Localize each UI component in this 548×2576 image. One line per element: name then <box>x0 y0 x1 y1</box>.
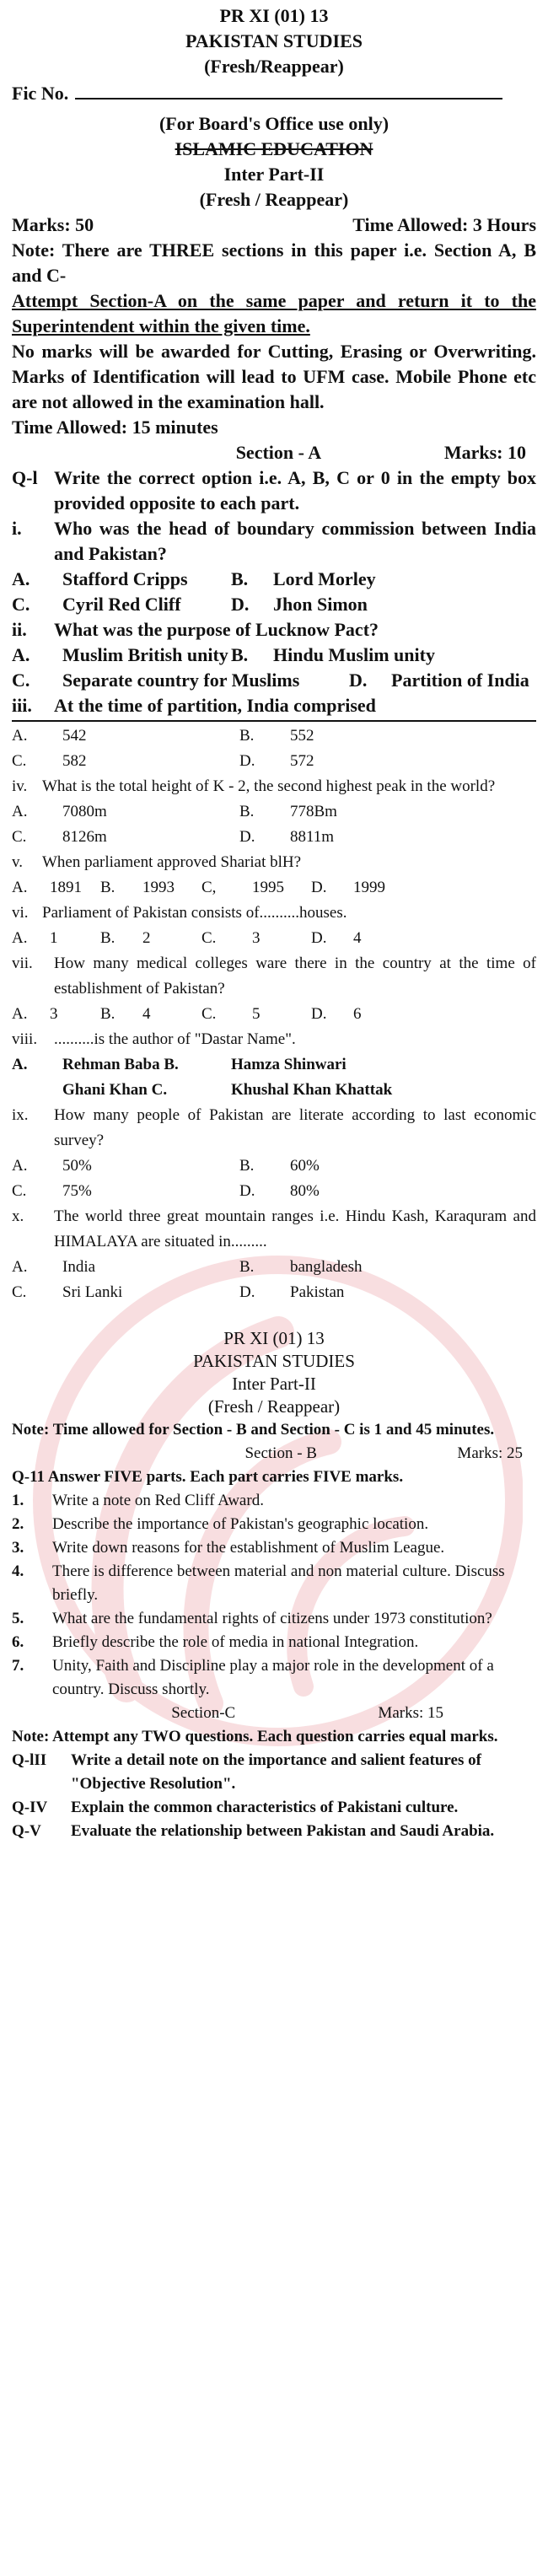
paper-type-3: (Fresh / Reappear) <box>207 1396 341 1417</box>
option-letter: D. <box>239 1182 255 1200</box>
option-text: Khushal Khan Khattak <box>231 1081 393 1099</box>
long-question <box>12 1749 536 1796</box>
mcq-options <box>12 643 536 668</box>
option-text: 1993 <box>142 879 175 896</box>
option-text: 572 <box>290 752 314 770</box>
question-text: Write down reasons for the establishment of Muslim League. <box>52 1539 445 1557</box>
question-number: Q-IV <box>12 1799 48 1816</box>
question-text: Describe the importance of Pakistan's geographic location. <box>52 1515 429 1533</box>
option-text: Pakistan <box>290 1283 345 1301</box>
short-question <box>12 1654 536 1702</box>
option-letter: C. <box>12 594 30 615</box>
long-question <box>12 1796 536 1820</box>
section-c-note: Note: Attempt any TWO questions. Each question carries equal marks. <box>12 1728 498 1745</box>
subject-title: PAKISTAN STUDIES <box>185 30 363 51</box>
option-text: 4 <box>353 929 362 947</box>
mcq-options <box>12 926 536 951</box>
mcq-options <box>12 567 536 617</box>
option-letter: A. <box>12 803 28 820</box>
mcq-options <box>12 723 536 774</box>
mcq-text: What was the purpose of Lucknow Pact? <box>54 619 379 640</box>
section-c-header <box>12 1702 536 1725</box>
q1-text: Write the correct option i.e. A, B, C or 0 in the empty box provided opposite to each part. <box>54 467 536 514</box>
question-number: Q-lII <box>12 1751 47 1769</box>
option-text: Stafford Cripps <box>62 568 188 589</box>
option-text: India <box>62 1258 96 1276</box>
level-label: Inter Part-II <box>223 164 325 185</box>
section-b-header <box>12 1442 536 1465</box>
time-15-minutes: Time Allowed: 15 minutes <box>12 417 218 438</box>
mcq-options <box>12 668 536 693</box>
option-text: 6 <box>353 1005 362 1023</box>
section-c-marks: Marks: 15 <box>378 1704 443 1722</box>
option-letter: A. <box>12 1157 28 1175</box>
mcq-text: How many people of Pakistan are literate according to last economic survey? <box>54 1106 536 1149</box>
short-question <box>12 1489 536 1513</box>
short-question <box>12 1536 536 1560</box>
board-use-note: (For Board's Office use only) <box>158 113 390 134</box>
mcq-options <box>12 1255 536 1305</box>
option-text: Rehman Baba B. <box>62 1056 179 1073</box>
option-letter: C. <box>12 752 27 770</box>
mcq-question <box>12 951 536 1002</box>
option-text: 8811m <box>290 828 335 846</box>
fic-number-field[interactable] <box>75 81 502 99</box>
option-text: 3 <box>252 929 261 947</box>
option-letter: C. <box>12 1283 27 1301</box>
mcq-question <box>12 1103 536 1154</box>
long-question <box>12 1820 536 1843</box>
option-letter: A. <box>12 1258 28 1276</box>
option-text: Partition of India <box>391 670 529 691</box>
option-letter: A. <box>12 568 30 589</box>
option-text: 582 <box>62 752 87 770</box>
mcq-text: ..........is the author of "Dastar Name". <box>54 1030 296 1048</box>
mcq-question <box>12 516 536 567</box>
mcq-question <box>12 693 536 718</box>
section-c-title: Section-C <box>171 1704 236 1722</box>
option-letter: B. <box>239 803 255 820</box>
option-letter: D. <box>239 752 255 770</box>
option-letter: C, <box>201 879 217 896</box>
total-marks: Marks: 50 <box>12 214 94 235</box>
question-text: There is difference between material and non material culture. Discuss briefly. <box>52 1562 505 1604</box>
option-letter: B. <box>239 727 255 745</box>
option-text: Cyril Red Cliff <box>62 594 181 615</box>
section-b-title: Section - B <box>244 1444 317 1462</box>
sections-note: Note: There are THREE sections in this paper i.e. Section A, B and C- <box>12 239 536 286</box>
option-text: Lord Morley <box>273 568 376 589</box>
option-letter: C. <box>12 670 30 691</box>
option-letter: A. <box>12 1005 28 1023</box>
mcq-question <box>12 850 536 875</box>
option-letter: D. <box>349 670 368 691</box>
section-b-marks: Marks: 25 <box>457 1444 523 1462</box>
mcq-text: What is the total height of K - 2, the second highest peak in the world? <box>42 777 496 795</box>
short-question <box>12 1513 536 1536</box>
option-letter: C. <box>12 828 27 846</box>
option-text: 2 <box>142 929 151 947</box>
q1-instruction <box>12 465 536 516</box>
option-letter: D. <box>311 879 327 896</box>
option-letter: A. <box>12 644 30 665</box>
mcq-lower-block <box>12 723 536 1305</box>
option-text: 542 <box>62 727 87 745</box>
struck-subject: ISLAMIC EDUCATION <box>175 138 373 159</box>
option-text: 7080m <box>62 803 107 820</box>
divider <box>12 720 536 722</box>
paper-code: PR XI (01) 13 <box>219 5 329 26</box>
subject-title-2: PAKISTAN STUDIES <box>193 1351 355 1371</box>
no-marks-warning: No marks will be awarded for Cutting, Erasing or Overwriting. Marks of Identification will lead to UFM case. Mobile Phone etc are not allowed in the examination hall. <box>12 341 536 412</box>
question-number: 4. <box>12 1562 24 1580</box>
question-number: Q-V <box>12 1822 41 1840</box>
section-a-marks: Marks: 10 <box>443 442 526 463</box>
option-letter: A. <box>12 1056 28 1073</box>
mcq-text: Who was the head of boundary commission between India and Pakistan? <box>54 518 536 564</box>
option-text: 50% <box>62 1157 92 1175</box>
option-text: 3 <box>50 1005 58 1023</box>
question-number: 1. <box>12 1492 24 1509</box>
option-letter: D. <box>239 828 255 846</box>
short-question <box>12 1560 536 1607</box>
mcq-number: v. <box>12 853 24 871</box>
option-letter: C. <box>12 1182 27 1200</box>
mcq-question <box>12 1204 536 1255</box>
mcq-question <box>12 1027 536 1052</box>
option-letter: C. <box>201 929 217 947</box>
question-text: Unity, Faith and Discipline play a major role in the development of a country. Discuss shortly. <box>52 1657 494 1698</box>
question-text: What are the fundamental rights of citizens under 1973 constitution? <box>52 1610 492 1627</box>
option-text: Hindu Muslim unity <box>273 644 435 665</box>
option-text: 1891 <box>50 879 82 896</box>
mcq-number: vii. <box>12 955 33 972</box>
option-letter: B. <box>239 1157 255 1175</box>
mcq-text: Parliament of Pakistan consists of..........houses. <box>42 904 347 922</box>
option-letter: B. <box>231 644 249 665</box>
option-letter: D. <box>239 1283 255 1301</box>
option-letter: D. <box>231 594 250 615</box>
mcq-number: ix. <box>12 1106 29 1124</box>
question-text: Write a detail note on the importance and salient features of "Objective Resolution". <box>71 1751 481 1793</box>
mcq-text: The world three great mountain ranges i.e. Hindu Kash, Karaquram and HIMALAYA are situated in......... <box>54 1207 536 1250</box>
question-number: 5. <box>12 1610 24 1627</box>
question-text: Explain the common characteristics of Pakistani culture. <box>71 1799 459 1816</box>
mcq-options <box>12 799 536 850</box>
option-text: Muslim British unity <box>62 644 228 665</box>
paper-code-2: PR XI (01) 13 <box>223 1328 325 1348</box>
mcq-text: When parliament approved Shariat blH? <box>42 853 302 871</box>
option-text: 1 <box>50 929 58 947</box>
question-text: Briefly describe the role of media in national Integration. <box>52 1633 419 1651</box>
option-letter: D. <box>311 1005 327 1023</box>
option-text: 60% <box>290 1157 320 1175</box>
option-letter: A. <box>12 727 28 745</box>
question-number: 6. <box>12 1633 24 1651</box>
short-question <box>12 1631 536 1654</box>
mcq-number: i. <box>12 518 22 539</box>
time-allowed: Time Allowed: 3 Hours <box>352 214 536 235</box>
option-letter: B. <box>231 568 249 589</box>
question-text: Write a note on Red Cliff Award. <box>52 1492 264 1509</box>
option-text: 75% <box>62 1182 92 1200</box>
section-b-questions <box>12 1489 536 1702</box>
q11-instruction: Q-11 Answer FIVE parts. Each part carries FIVE marks. <box>12 1468 404 1486</box>
question-number: 3. <box>12 1539 24 1557</box>
section-a-header <box>12 440 536 465</box>
option-letter: B. <box>100 1005 116 1023</box>
section-a-title: Section - A <box>235 442 322 463</box>
mcq-question <box>12 617 536 643</box>
option-text: 4 <box>142 1005 151 1023</box>
mcq-options <box>12 1052 536 1103</box>
fic-label: Fic No. <box>12 83 69 104</box>
section-c-questions <box>12 1749 536 1843</box>
paper-type: (Fresh/Reappear) <box>204 56 344 77</box>
mcq-text: How many medical colleges ware there in the country at the time of establishment of Pakistan? <box>54 955 536 998</box>
marks-time-row <box>12 212 536 238</box>
option-text: bangladesh <box>290 1258 363 1276</box>
mcq-options <box>12 1154 536 1204</box>
question-number: 7. <box>12 1657 24 1675</box>
mcq-number: x. <box>12 1207 24 1225</box>
part2-note: Note: Time allowed for Section - B and Section - C is 1 and 45 minutes. <box>12 1421 495 1439</box>
option-letter: A. <box>12 929 28 947</box>
mcq-question <box>12 774 536 799</box>
option-letter: B. <box>239 1258 255 1276</box>
question-text: Evaluate the relationship between Pakistan and Saudi Arabia. <box>71 1822 495 1840</box>
short-question <box>12 1607 536 1631</box>
option-letter: B. <box>100 929 116 947</box>
option-text: 1999 <box>353 879 385 896</box>
mcq-number: ii. <box>12 619 27 640</box>
q1-number: Q-l <box>12 467 38 488</box>
option-letter: B. <box>100 879 116 896</box>
option-text: Jhon Simon <box>273 594 368 615</box>
fic-number-row <box>12 81 536 106</box>
option-text: Ghani Khan C. <box>62 1081 168 1099</box>
mcq-number: iv. <box>12 777 28 795</box>
mcq-number: iii. <box>12 695 32 716</box>
option-text: 1995 <box>252 879 284 896</box>
option-text: 778Bm <box>290 803 337 820</box>
option-text: 5 <box>252 1005 261 1023</box>
option-text: 552 <box>290 727 314 745</box>
option-text: Sri Lanki <box>62 1283 123 1301</box>
mcq-number: viii. <box>12 1030 38 1048</box>
mcq-text: At the time of partition, India comprised <box>54 695 376 716</box>
option-text: Hamza Shinwari <box>231 1056 347 1073</box>
question-number: 2. <box>12 1515 24 1533</box>
option-letter: A. <box>12 879 28 896</box>
paper-type-2: (Fresh / Reappear) <box>199 189 349 210</box>
mcq-question <box>12 901 536 926</box>
option-letter: C. <box>201 1005 217 1023</box>
option-text: Separate country for Muslims <box>62 670 300 691</box>
option-text: 80% <box>290 1182 320 1200</box>
level-label-2: Inter Part-II <box>232 1374 316 1394</box>
mcq-options <box>12 1002 536 1027</box>
mcq-number: vi. <box>12 904 29 922</box>
mcq-options <box>12 875 536 901</box>
option-text: 8126m <box>62 828 107 846</box>
attempt-instruction: Attempt Section-A on the same paper and return it to the Superintendent within the given time. <box>12 290 536 336</box>
option-letter: D. <box>311 929 327 947</box>
